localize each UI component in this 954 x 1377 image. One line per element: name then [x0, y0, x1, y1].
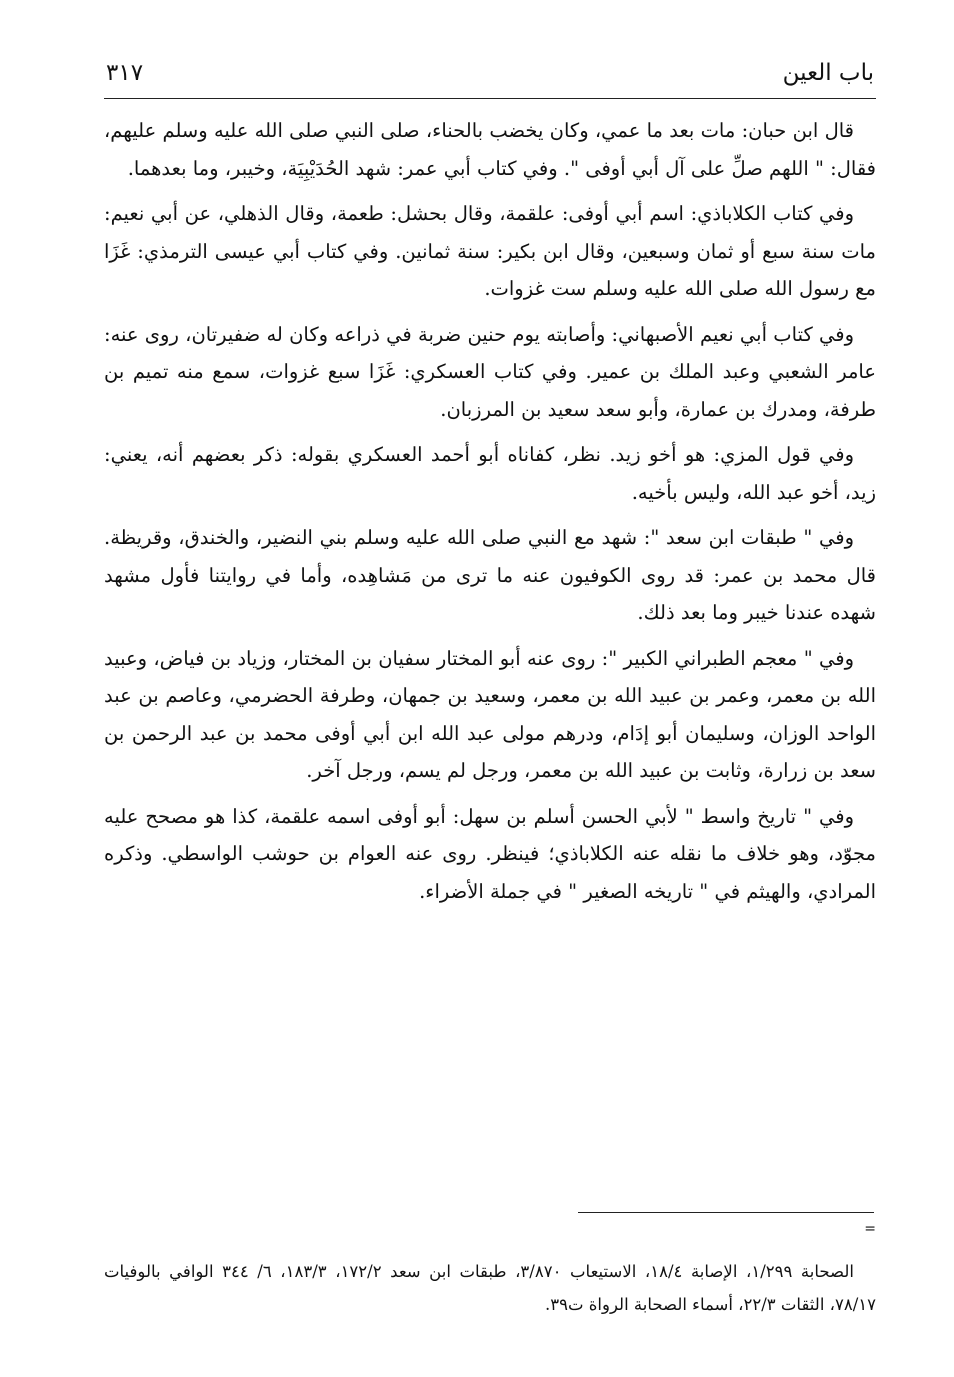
footnote-separator: [578, 1212, 874, 1213]
page-number: ٣١٧: [106, 60, 144, 86]
footnote-continuation-mark: =: [864, 1221, 876, 1237]
chapter-title: باب العين: [782, 60, 874, 86]
paragraph-kalabadhi: وفي كتاب الكلاباذي: اسم أبي أوفى: علقمة، وقال بحشل: طعمة، وقال الذهلي، عن أبي نعيم: مات سنة سبع أو ثمان وسبعين، وقال ابن بكير: سنة ثمانين. وفي كتاب أبي عيسى الترمذي: غَزَا مع رسول الله صلى الله عليه وسلم ست غزوات.: [104, 202, 876, 300]
main-text: [104, 112, 876, 918]
paragraph-ibn-hibban: قال ابن حبان: مات بعد ما عمي، وكان يخضب بالحناء، صلى النبي صلى الله عليه وسلم عليهم، فقال: " اللهم صلِّ على آل أبي أوفى ". وفي كتاب أبي عمر: شهد الحُدَيْبِيَة، وخيبر، وما بعدهما.: [104, 119, 876, 180]
footnote-text: الصحابة ١/٢٩٩، الإصابة ١٨/٤، الاستيعاب ٣/٨٧٠، طبقات ابن سعد ١٧٢/٢، ١٨٣/٣، ٦/ ٣٤٤ الوافي بالوفيات ٧٨/١٧، الثقات ٢٢/٣، أسماء الصحابة الرواة ت٣٩.: [104, 1261, 876, 1314]
paragraph-tabarani: وفي " معجم الطبراني الكبير ": روى عنه أبو المختار سفيان بن المختار، وزياد بن فياض، وعبيد الله بن معمر، وعمر بن عبيد الله بن معمر، وسعيد بن جمهان، وطرفة الحضرمي، وعاصم بن عبد الواحد الوزان، وسليمان أبو إدَام، ودرهم مولى عبد الله ابن أبي أوفى محمد بن عبد الرحمن بن سعد بن زرارة، وثابت بن عبيد الله بن معمر، ورجل لم يسم، ورجل آخر.: [104, 646, 876, 782]
paragraph-abu-nuaym: وفي كتاب أبي نعيم الأصبهاني: وأصابته يوم حنين ضربة في ذراعه وكان له ضفيرتان، روى عنه: عامر الشعبي وعبد الملك بن عمير. وفي كتاب العسكري: غَزَا سبع غزوات، سمع منه تميم بن طرفة، ومدرك بن عمارة، وأبو سعد سعيد بن المرزبان.: [104, 322, 876, 421]
paragraph-tarikh-wasit: وفي " تاريخ واسط " لأبي الحسن أسلم بن سهل: أبو أوفى اسمه علقمة، كذا هو مصحح عليه مجوّد، وهو خلاف ما نقله عنه الكلاباذي؛ فينظر. روى عنه العوام بن حوشب الواسطي. وذكره المرادي، والهيثم في " تاريخه الصغير " في جملة الأضراء.: [104, 804, 876, 903]
paragraph-ibn-sad: وفي " طبقات ابن سعد ": شهد مع النبي صلى الله عليه وسلم بني النضير، والخندق، وقريظة. قال محمد بن عمر: قد روى الكوفيون عنه ما ترى من مَشاهِده، وأما في روايتنا فأول مشهد شهده عندنا خيبر وما بعد ذلك.: [104, 526, 876, 624]
running-header: [104, 58, 876, 99]
paragraph-mizzi: وفي قول المزي: هو أخو زيد. نظر، كفاناه أبو أحمد العسكري بقوله: ذكر بعضهم أنه، يعني: زيد، أخو عبد الله، وليس بأخيه.: [104, 443, 876, 504]
